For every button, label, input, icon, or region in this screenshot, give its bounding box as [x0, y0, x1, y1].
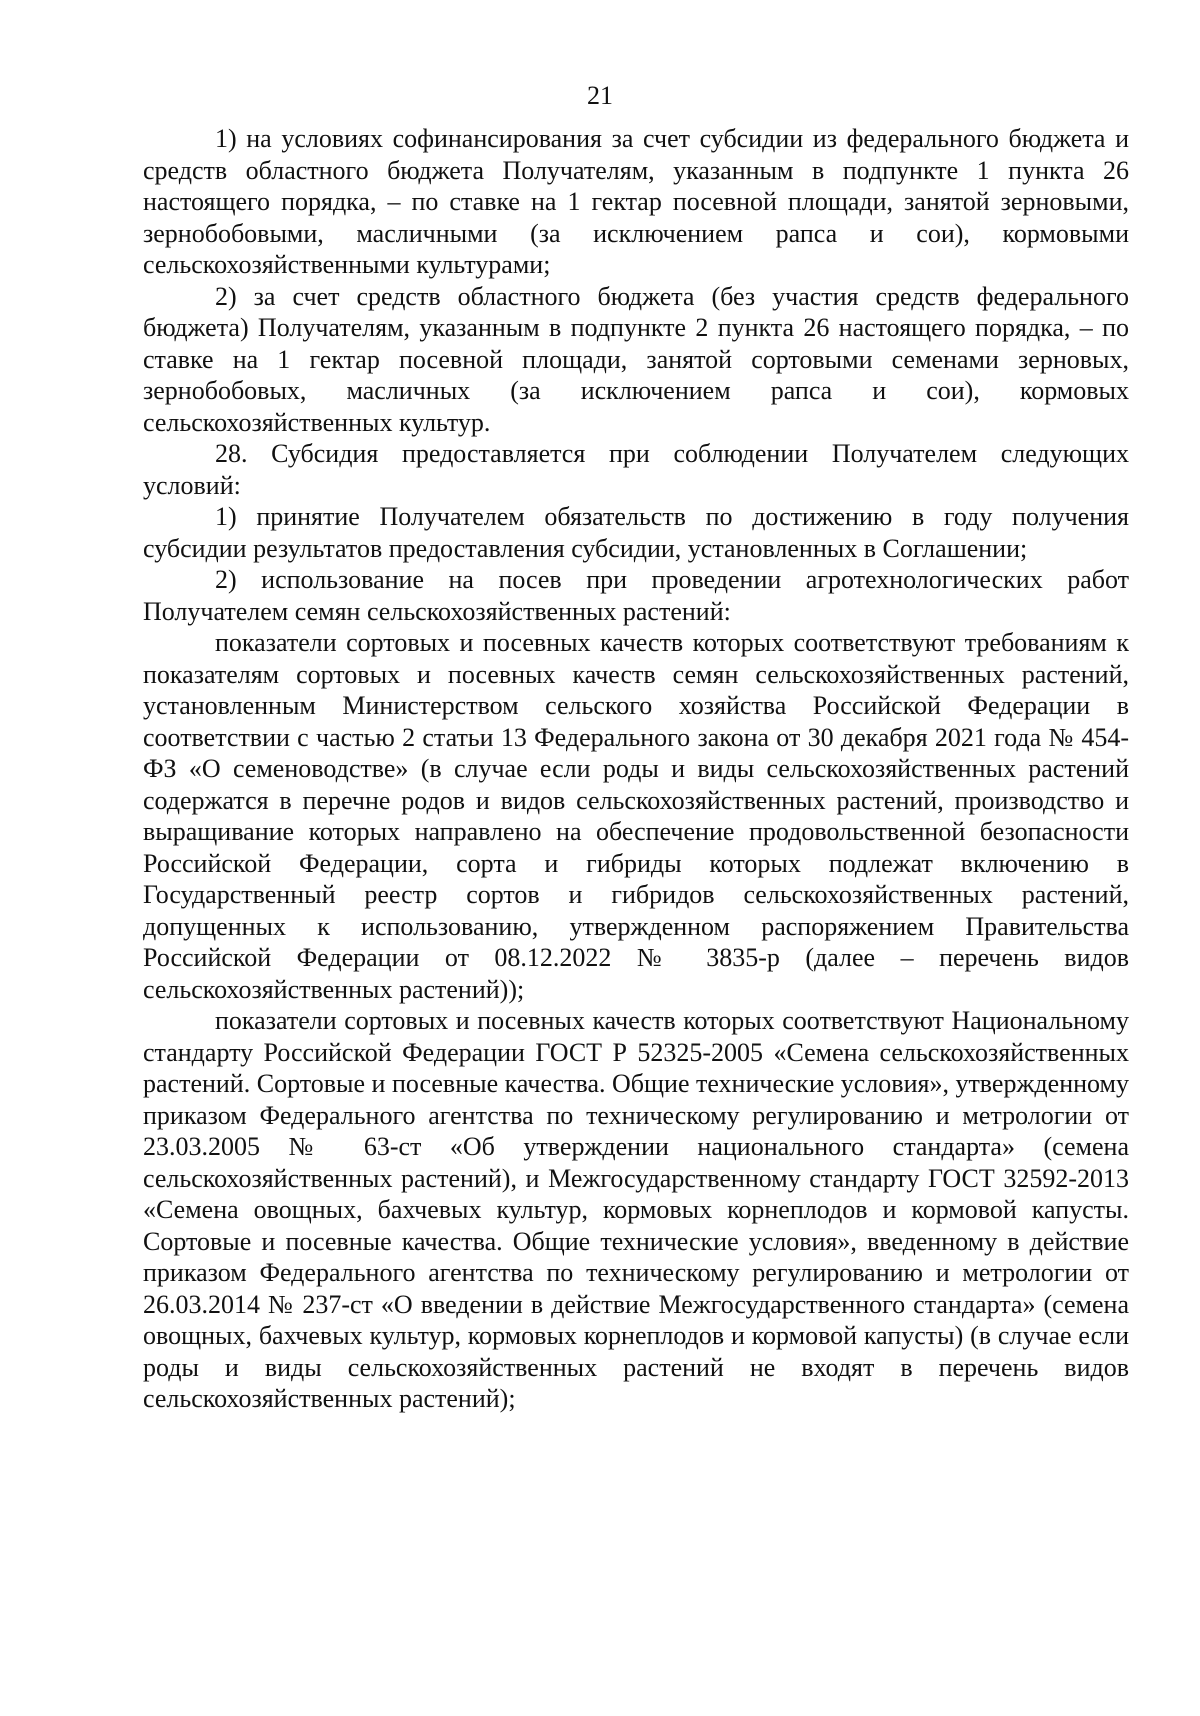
paragraph-clause-28: 28. Субсидия предоставляется при соблюдении Получателем следующих условий:: [143, 439, 1129, 500]
paragraph-regional-budget-rate: 2) за счет средств областного бюджета (без участия средств федерального бюджета) Получателям, указанным в подпункте 2 пункта 26 настоящего порядка, – по ставке на 1 гектар посевной площади, занятой сортовыми семенами зерновых, зернобобовых, масличных (за исключением рапса и сои), кормовых сельскохозяйственных культур.: [143, 281, 1129, 437]
paragraph-seed-quality-standards: показатели сортовых и посевных качеств которых соответствуют Национальному стандарту Российской Федерации ГОСТ Р 52325-2005 «Семена сельскохозяйственных растений. Сортовые и посевные качества. Общие технические условия», утвержденному приказом Федерального агентства по техническому регулированию и метрологии от 23.03.2005 № 63-ст «Об утверждении национального стандарта» (семена сельскохозяйственных растений), и Межгосударственному стандарту ГОСТ 32592-2013 «Семена овощных, бахчевых культур, кормовых корнеплодов и кормовой капусты. Сортовые и посевные качества. Общие технические условия», введенному в действие приказом Федерального агентства по техническому регулированию и метрологии от 26.03.2014 № 237-ст «О введении в действие Межгосударственного стандарта» (семена овощных, бахчевых культур, кормовых корнеплодов и кормовой капусты) (в случае если роды и виды сельскохозяйственных растений не входят в перечень видов сельскохозяйственных растений);: [143, 1006, 1129, 1413]
paragraph-seed-quality-requirements: показатели сортовых и посевных качеств которых соответствуют требованиям к показателям сортовых и посевных качеств семян сельскохозяйственных растений, установленным Министерством сельского хозяйства Российской Федерации в соответствии с частью 2 статьи 13 Федерального закона от 30 декабря 2021 года № 454-ФЗ «О семеноводстве» (в случае если роды и виды сельскохозяйственных растений содержатся в перечне родов и видов сельскохозяйственных растений, производство и выращивание которых направлено на обеспечение продовольственной безопасности Российской Федерации, сорта и гибриды которых подлежат включению в Государственный реестр сортов и гибридов сельскохозяйственных растений, допущенных к использованию, утвержденном распоряжением Правительства Российской Федерации от 08.12.2022 № 3835-р (далее – перечень видов сельскохозяйственных растений));: [143, 628, 1129, 1004]
paragraph-condition-2: 2) использование на посев при проведении агротехнологических работ Получателем семян сельскохозяйственных растений:: [143, 565, 1129, 626]
document-body: [143, 123, 1129, 1415]
paragraph-cofinancing-rate: 1) на условиях софинансирования за счет субсидии из федерального бюджета и средств областного бюджета Получателям, указанным в подпункте 1 пункта 26 настоящего порядка, – по ставке на 1 гектар посевной площади, занятой зерновыми, зернобобовыми, масличными (за исключением рапса и сои), кормовыми сельскохозяйственными культурами;: [143, 124, 1129, 279]
page-number: 21: [587, 81, 613, 110]
paragraph-condition-1: 1) принятие Получателем обязательств по достижению в году получения субсидии результатов предоставления субсидии, установленных в Соглашении;: [143, 502, 1129, 563]
